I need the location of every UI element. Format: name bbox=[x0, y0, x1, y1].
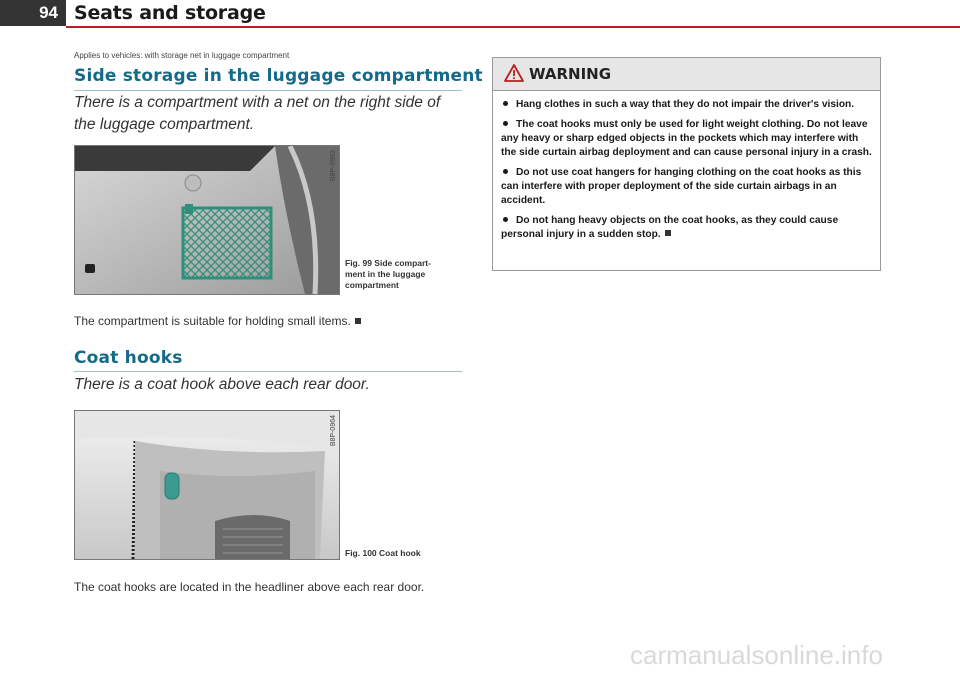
section-title: Seats and storage bbox=[74, 2, 266, 24]
figure-caption-100: Fig. 100 Coat hook bbox=[345, 548, 421, 558]
bullet bbox=[503, 217, 508, 222]
warning-item: Hang clothes in such a way that they do not impair the driver's vision. bbox=[501, 98, 873, 112]
bullet bbox=[503, 169, 508, 174]
figure-side-storage bbox=[74, 145, 340, 295]
end-of-section-mark bbox=[665, 230, 671, 236]
side-storage-heading-rule bbox=[74, 90, 462, 91]
coat-hooks-intro: There is a coat hook above each rear door. bbox=[74, 376, 370, 393]
header-rule bbox=[66, 26, 960, 28]
side-storage-body: The compartment is suitable for holding small items. bbox=[74, 314, 361, 328]
page-number: 94 bbox=[0, 0, 66, 26]
coat-hooks-body: The coat hooks are located in the headliner above each rear door. bbox=[74, 580, 425, 594]
bullet bbox=[503, 101, 508, 106]
bullet bbox=[503, 121, 508, 126]
warning-header bbox=[493, 58, 880, 91]
side-storage-photo bbox=[75, 146, 339, 294]
warning-box bbox=[492, 57, 881, 271]
warning-list bbox=[501, 98, 873, 248]
end-of-section-mark bbox=[355, 318, 361, 324]
warning-triangle-icon bbox=[504, 64, 524, 82]
warning-item: Do not hang heavy objects on the coat hooks, as they could cause personal injury in a sudden stop. bbox=[501, 215, 839, 240]
side-storage-heading: Side storage in the luggage compartment bbox=[74, 66, 483, 86]
figure-caption-99: Fig. 99 Side compart- ment in the luggage compartment bbox=[345, 258, 431, 290]
coat-hooks-heading: Coat hooks bbox=[74, 348, 183, 368]
applies-to-note: Applies to vehicles: with storage net in luggage compartment bbox=[74, 51, 290, 60]
figure-coat-hook bbox=[74, 410, 340, 560]
warning-title: WARNING bbox=[529, 65, 612, 83]
figure-code: B8P-0963 bbox=[330, 150, 337, 182]
side-storage-intro: There is a compartment with a net on the right side of the luggage compartment. bbox=[74, 94, 441, 133]
coat-hook-photo bbox=[75, 411, 339, 559]
figure-code: B8P-0964 bbox=[330, 415, 337, 447]
coat-hooks-heading-rule bbox=[74, 371, 462, 372]
watermark: carmanualsonline.info bbox=[630, 640, 883, 670]
warning-item: The coat hooks must only be used for light weight clothing. Do not leave any heavy or sharp edged objects in the pockets which may interfere with the side curtain airbag deployment and can cause personal injury in a crash. bbox=[501, 119, 872, 158]
warning-item: Do not use coat hangers for hanging clothing on the coat hooks as this can interfere with proper deployment of the side curtain airbags in an accident. bbox=[501, 167, 862, 206]
